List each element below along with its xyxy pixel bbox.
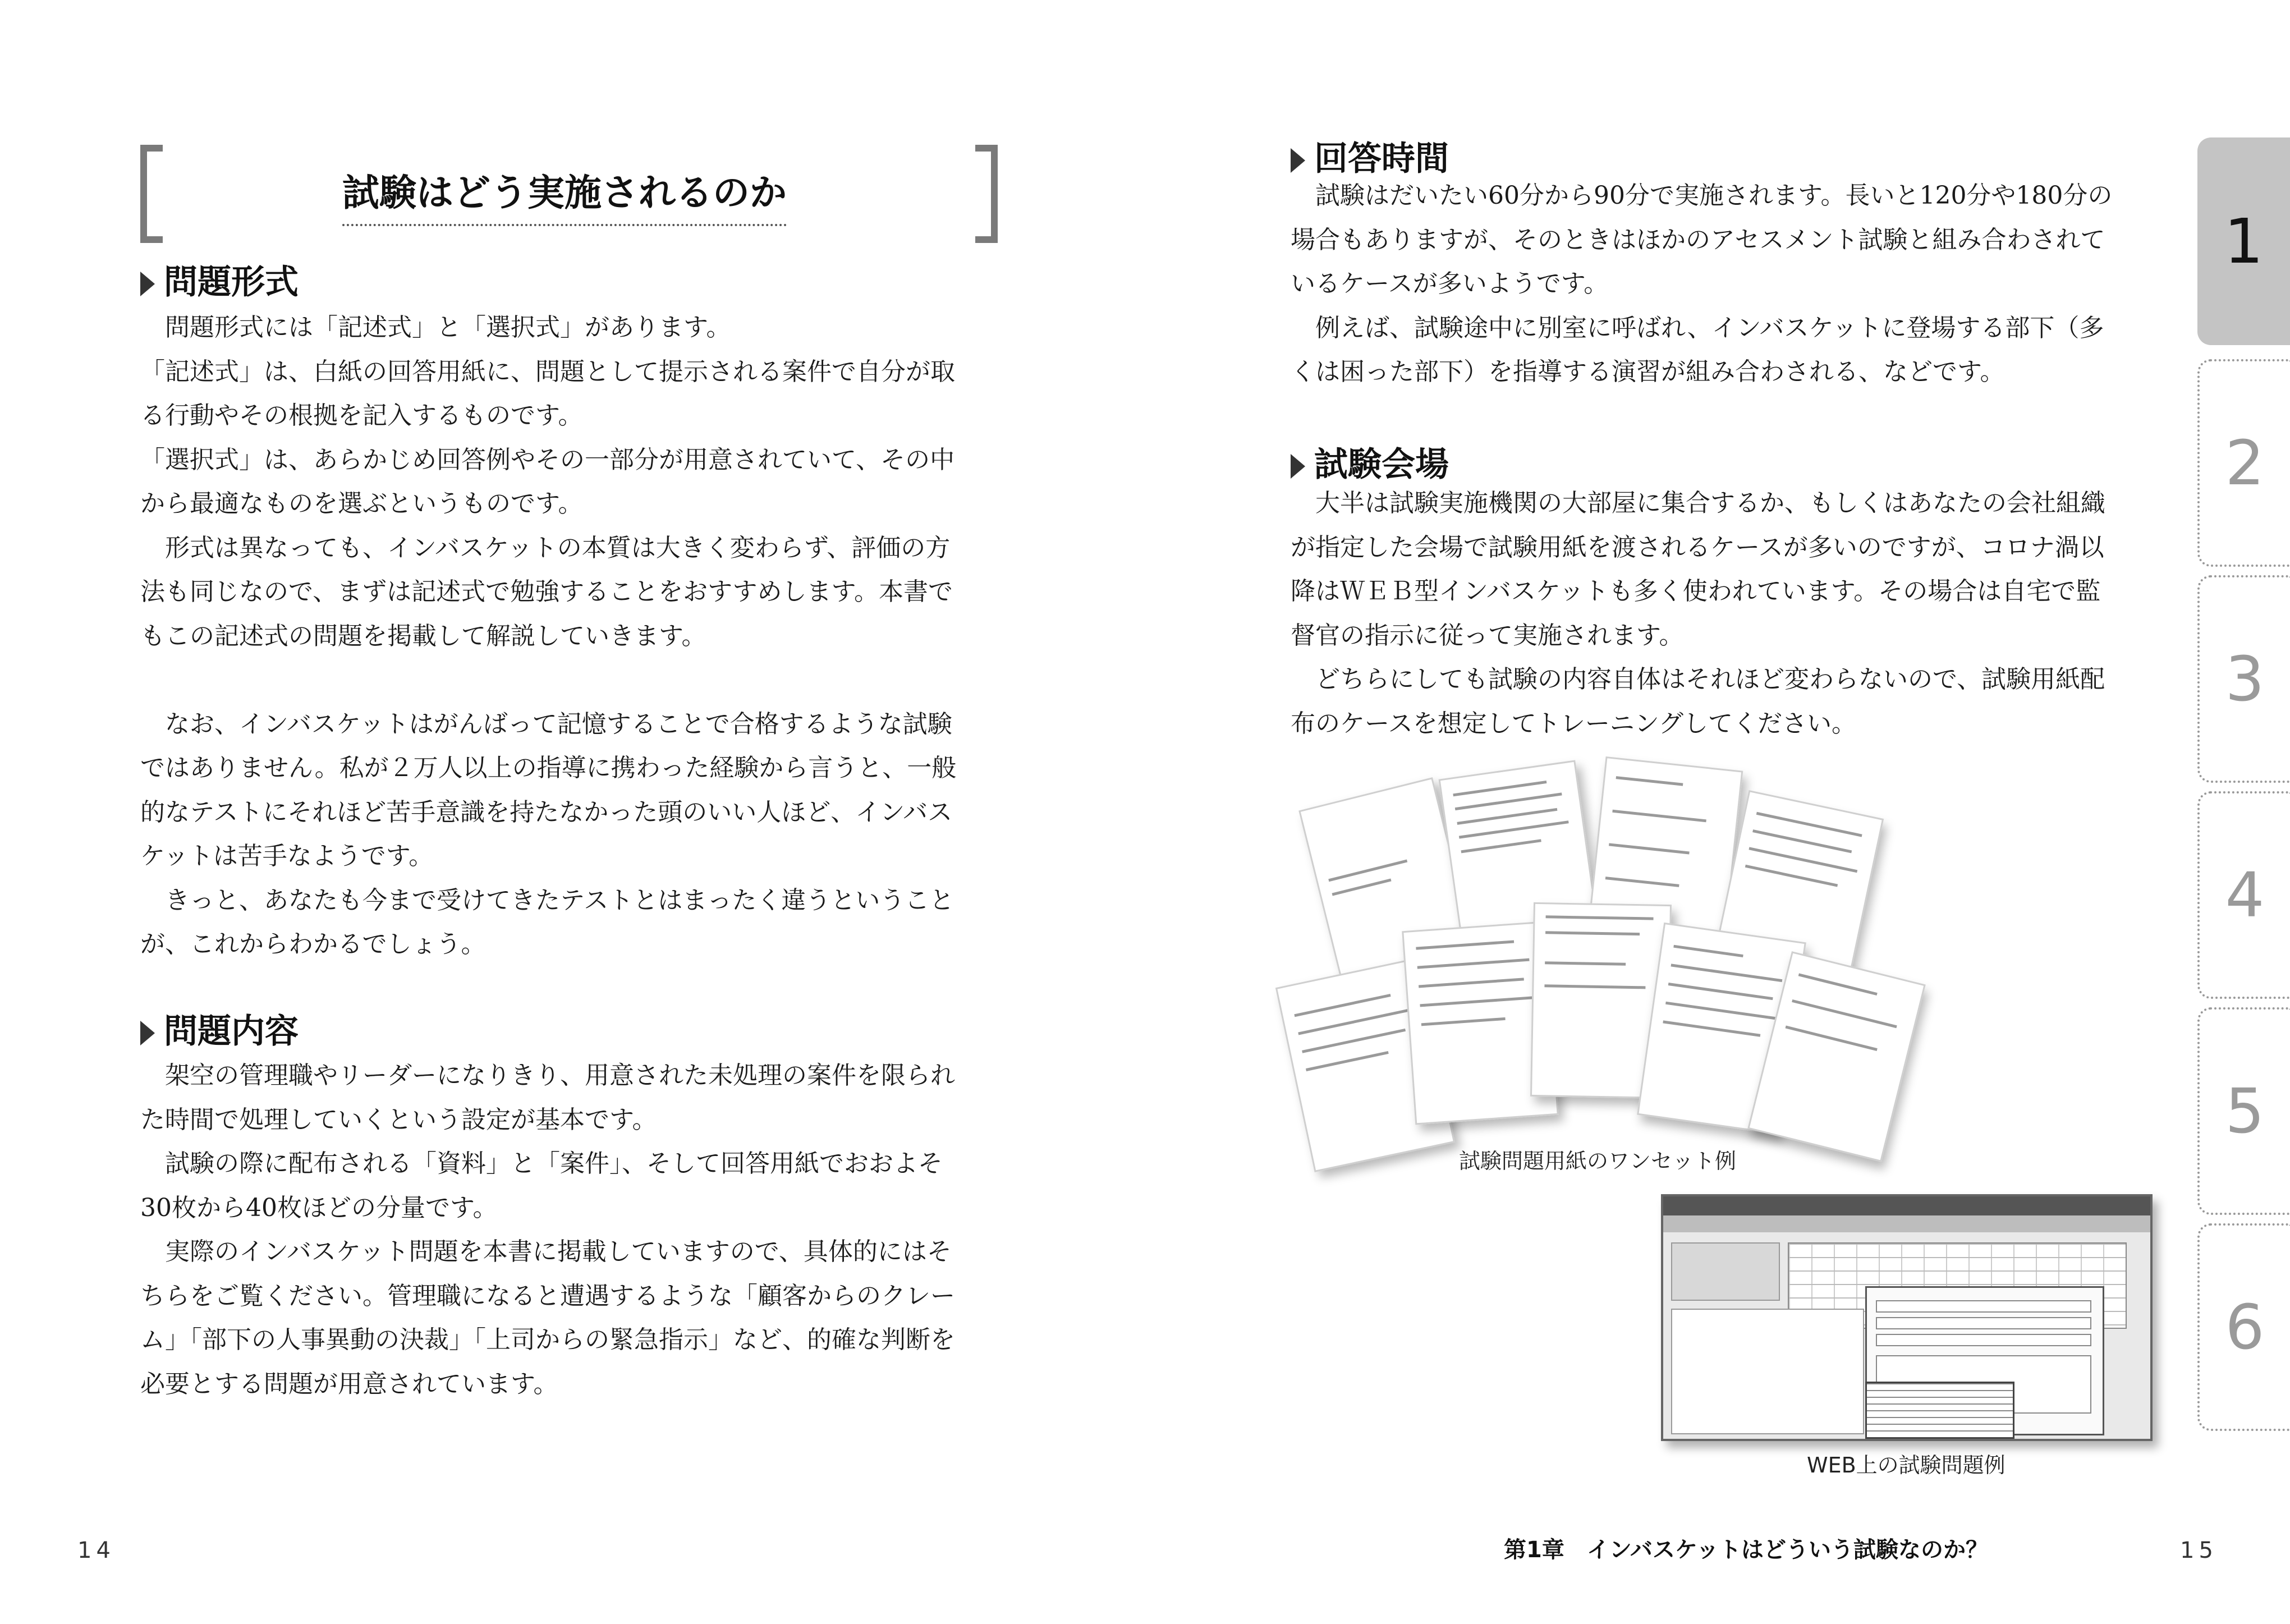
- text-line: 例えば、試験途中に別室に呼ばれ、インバスケットに登場する部下（多: [1291, 313, 2104, 342]
- web-exam-screenshot: [1661, 1194, 2153, 1441]
- text-line: 形式は異なっても、インバスケットの本質は大きく変わらず、評価の方: [140, 533, 951, 562]
- sidebar-panel: [1671, 1242, 1780, 1301]
- text-line: 「記述式」は、白紙の回答用紙に、問題として提示される案件で自分が取: [140, 357, 955, 386]
- heading-text: 問題形式: [164, 263, 299, 302]
- chapter-tab-4: 4: [2197, 791, 2290, 999]
- page-number-right: 15: [2180, 1538, 2218, 1563]
- text-line: る行動やその根拠を記入するものです。: [140, 401, 583, 430]
- triangle-bullet-icon: [1291, 454, 1305, 479]
- window-titlebar: [1663, 1196, 2150, 1215]
- title-bracket-right: [975, 145, 998, 243]
- text-line: から最適なものを選ぶというものです。: [140, 489, 583, 518]
- text-line: が、これからわかるでしょう。: [140, 930, 486, 958]
- text-line: 督官の指示に従って実施されます。: [1291, 621, 1684, 650]
- text-line: が指定した会場で試験用紙を渡されるケースが多いのですが、コロナ渦以: [1291, 533, 2104, 562]
- text-line: 布のケースを想定してトレーニングしてください。: [1291, 709, 1857, 738]
- section-heading-venue: [1291, 438, 1449, 486]
- text-line: いるケースが多いようです。: [1291, 269, 1609, 298]
- chapter-tab-1: 1: [2197, 137, 2290, 345]
- text-line: 場合もありますが、そのときはほかのアセスメント試験と組み合わされて: [1291, 225, 2105, 254]
- text-line: もこの記述式の問題を掲載して解説していきます。: [140, 621, 706, 650]
- heading-text: 試験会場: [1314, 445, 1449, 484]
- text-line: くは困った部下）を指導する演習が組み合わされる、などです。: [1291, 357, 2005, 386]
- text-line: 架空の管理職やリーダーになりきり、用意された未処理の案件を限られ: [140, 1061, 955, 1090]
- figure1-caption: 試験問題用紙のワンセット例: [1459, 1149, 1737, 1173]
- text-line: どちらにしても試験の内容自体はそれほど変わらないので、試験用紙配: [1291, 665, 2105, 694]
- section-body-time: [1291, 174, 2112, 394]
- text-line: 試験はだいたい60分から90分で実施されます。長いと120分や180分の: [1291, 181, 2113, 210]
- chapter-tab-2: 2: [2197, 359, 2290, 567]
- figure2-caption: WEB上の試験問題例: [1807, 1453, 2006, 1478]
- text-line: 法も同じなので、まずは記述式で勉強することをおすすめします。本書で: [140, 577, 953, 606]
- text-line: 問題形式には「記述式」と「選択式」があります。: [140, 313, 731, 342]
- text-line: なお、インバスケットはがんばって記憶することで合格するような試験: [140, 709, 952, 738]
- text-line: 降はＷＥＢ型インバスケットも多く使われています。その場合は自宅で監: [1291, 577, 2101, 605]
- section-body-content: [140, 1054, 955, 1406]
- text-line: ケットは苦手なようです。: [140, 842, 434, 870]
- text-line: ちらをご覧ください。管理職になると遭遇するような「顧客からのクレー: [140, 1281, 955, 1310]
- text-line: 必要とする問題が用意されています。: [140, 1369, 558, 1398]
- text-line: 「選択式」は、あらかじめ回答例やその一部分が用意されていて、その中: [140, 445, 955, 474]
- section-body-venue: [1291, 481, 2105, 746]
- dropdown-list: [1865, 1382, 2014, 1439]
- text-line: ム」「部下の人事異動の決裁」「上司からの緊急指示」など、的確な判断を: [140, 1325, 955, 1354]
- heading-text: 問題内容: [164, 1012, 299, 1051]
- triangle-bullet-icon: [140, 1021, 155, 1045]
- chapter-tab-5: 5: [2197, 1007, 2290, 1215]
- text-line: 実際のインバスケット問題を本書に掲載していますので、具体的にはそ: [140, 1237, 952, 1266]
- chapter-tab-3: 3: [2197, 575, 2290, 783]
- text-line: きっと、あなたも今まで受けてきたテストとはまったく違うということ: [140, 886, 954, 915]
- text-line: 的なテストにそれほど苦手意識を持たなかった頭のいい人ほど、インバス: [140, 797, 953, 827]
- page-number-left: 14: [77, 1538, 115, 1563]
- section-heading-content: [140, 1004, 299, 1053]
- text-line: た時間で処理していくという設定が基本です。: [140, 1105, 657, 1134]
- text-line: 30枚から40枚ほどの分量です。: [140, 1193, 498, 1222]
- text-line: 大半は試験実施機関の大部屋に集合するか、もしくはあなたの会社組織: [1291, 489, 2105, 517]
- title-bracket-left: [140, 145, 163, 243]
- text-line: ではありません。私が２万人以上の指導に携わった経験から言うと、一般: [140, 754, 957, 782]
- running-footer: 第1章 インバスケットはどういう試験なのか？: [1504, 1537, 1989, 1563]
- section-heading-format: [140, 255, 299, 304]
- section-body-format: [140, 306, 956, 967]
- triangle-bullet-icon: [140, 272, 155, 296]
- triangle-bullet-icon: [1291, 148, 1305, 173]
- chapter-tab-6: 6: [2197, 1223, 2290, 1431]
- mail-preview-panel: [1671, 1309, 1864, 1434]
- heading-text: 回答時間: [1314, 139, 1449, 178]
- section-heading-time: [1291, 132, 1449, 180]
- window-toolbar: [1663, 1215, 2150, 1232]
- blank-line: [140, 658, 956, 703]
- page-title: 試験はどう実施されるのか: [342, 163, 787, 226]
- text-line: 試験の際に配布される「資料」と「案件」、そして回答用紙でおおよそ: [140, 1149, 943, 1178]
